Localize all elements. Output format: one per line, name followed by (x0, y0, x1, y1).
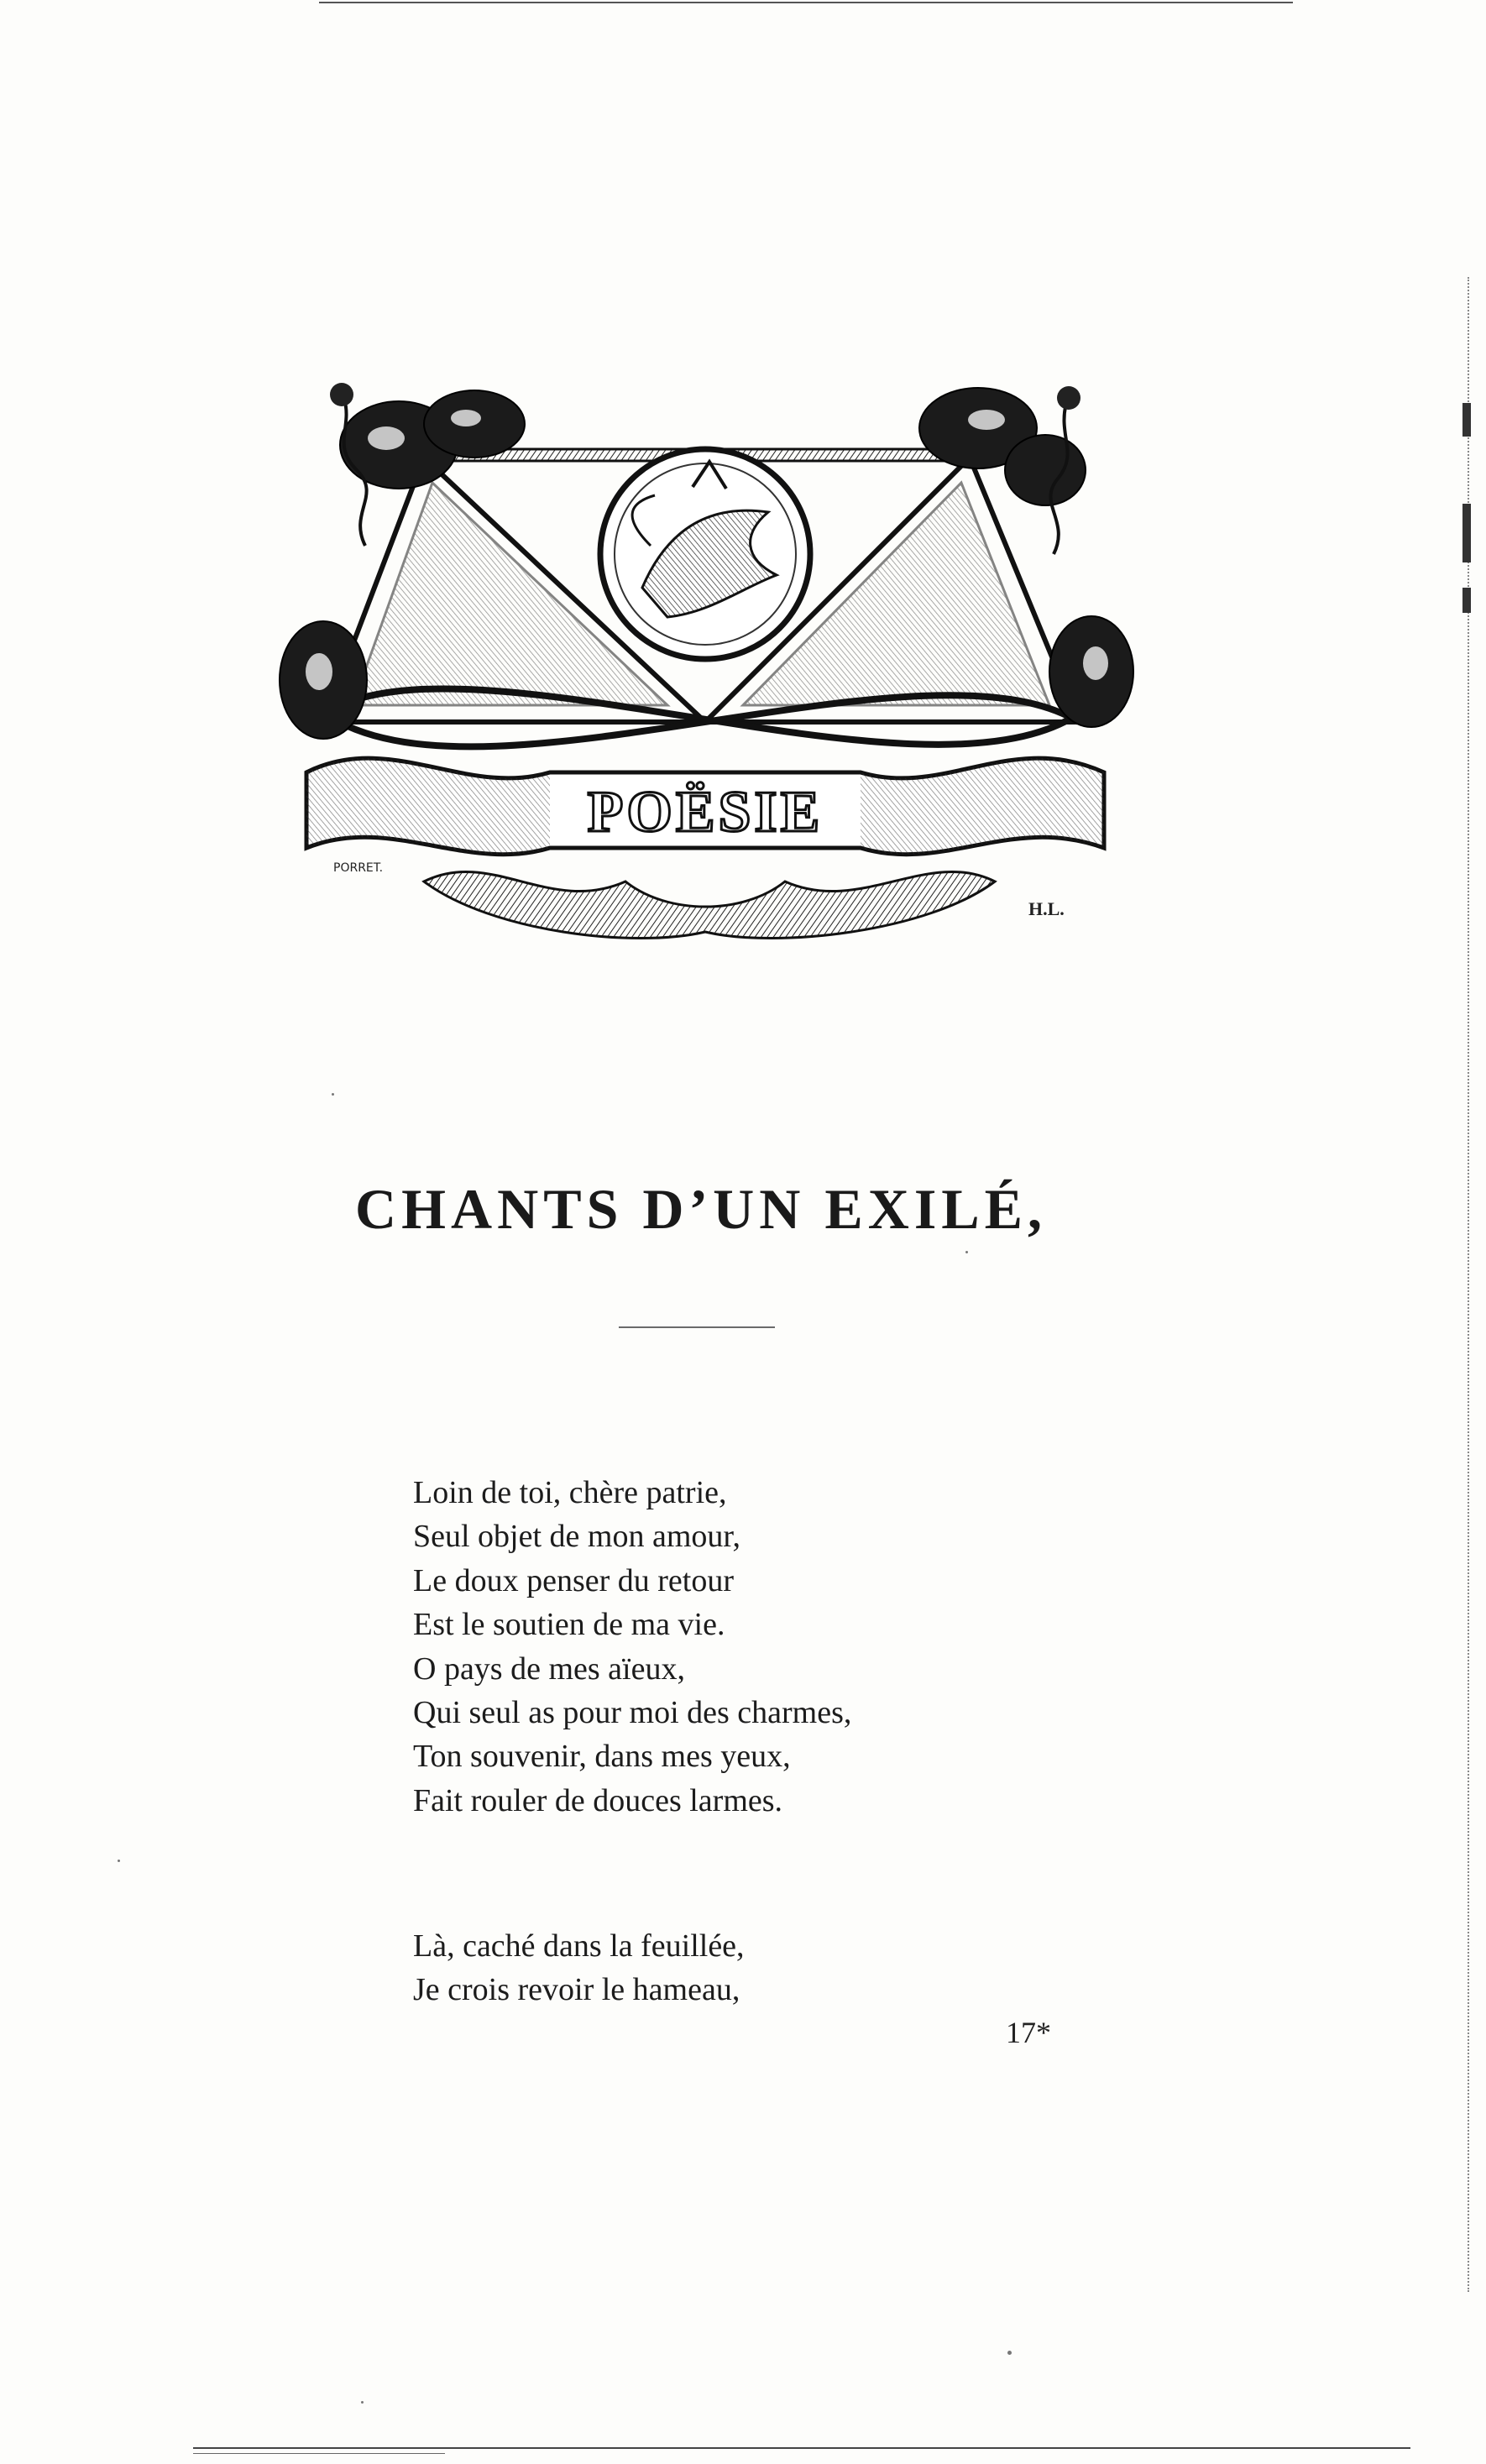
binding-mark (1462, 504, 1471, 562)
verse-line: Fait rouler de douces larmes. (413, 1782, 783, 1818)
top-edge-rule (319, 2, 1293, 3)
verse-line: Est le soutien de ma vie. (413, 1607, 725, 1643)
verse-line: Je crois revoir le hameau, (413, 1972, 740, 2008)
verse-line: Le doux penser du retour (413, 1562, 734, 1598)
stanza-1 (413, 1471, 851, 1823)
verse-line: Seul objet de mon amour, (413, 1519, 741, 1555)
verse-line: Ton souvenir, dans mes yeux, (413, 1739, 791, 1775)
verse-line: O pays de mes aïeux, (413, 1651, 685, 1687)
scan-speck (361, 2401, 364, 2404)
stanza-2 (413, 1924, 745, 2012)
scan-speck (1007, 2351, 1012, 2355)
poem-title: CHANTS D’UN EXILÉ, (355, 1176, 1047, 1241)
banner-text: POËSIE (587, 780, 824, 845)
bottom-edge-rule (193, 2447, 1410, 2449)
scan-speck (118, 1860, 120, 1862)
verse-line: Là, caché dans la feuillée, (413, 1928, 745, 1964)
bottom-edge-rule (193, 2453, 445, 2454)
verse-line: Loin de toi, chère patrie, (413, 1475, 727, 1510)
binding-margin (1468, 277, 1476, 2292)
scan-speck (332, 1093, 334, 1096)
title-divider-rule (619, 1326, 775, 1328)
verse-line: Qui seul as pour moi des charmes, (413, 1695, 852, 1731)
page-number: 17* (1006, 2016, 1051, 2049)
poesie-vignette-illustration (273, 378, 1138, 944)
engraver-signature-right: H.L. (1028, 898, 1065, 919)
scan-speck (965, 1251, 968, 1253)
binding-mark (1462, 403, 1471, 437)
engraver-signature-left: PORRET. (333, 861, 384, 875)
binding-mark (1462, 588, 1471, 613)
